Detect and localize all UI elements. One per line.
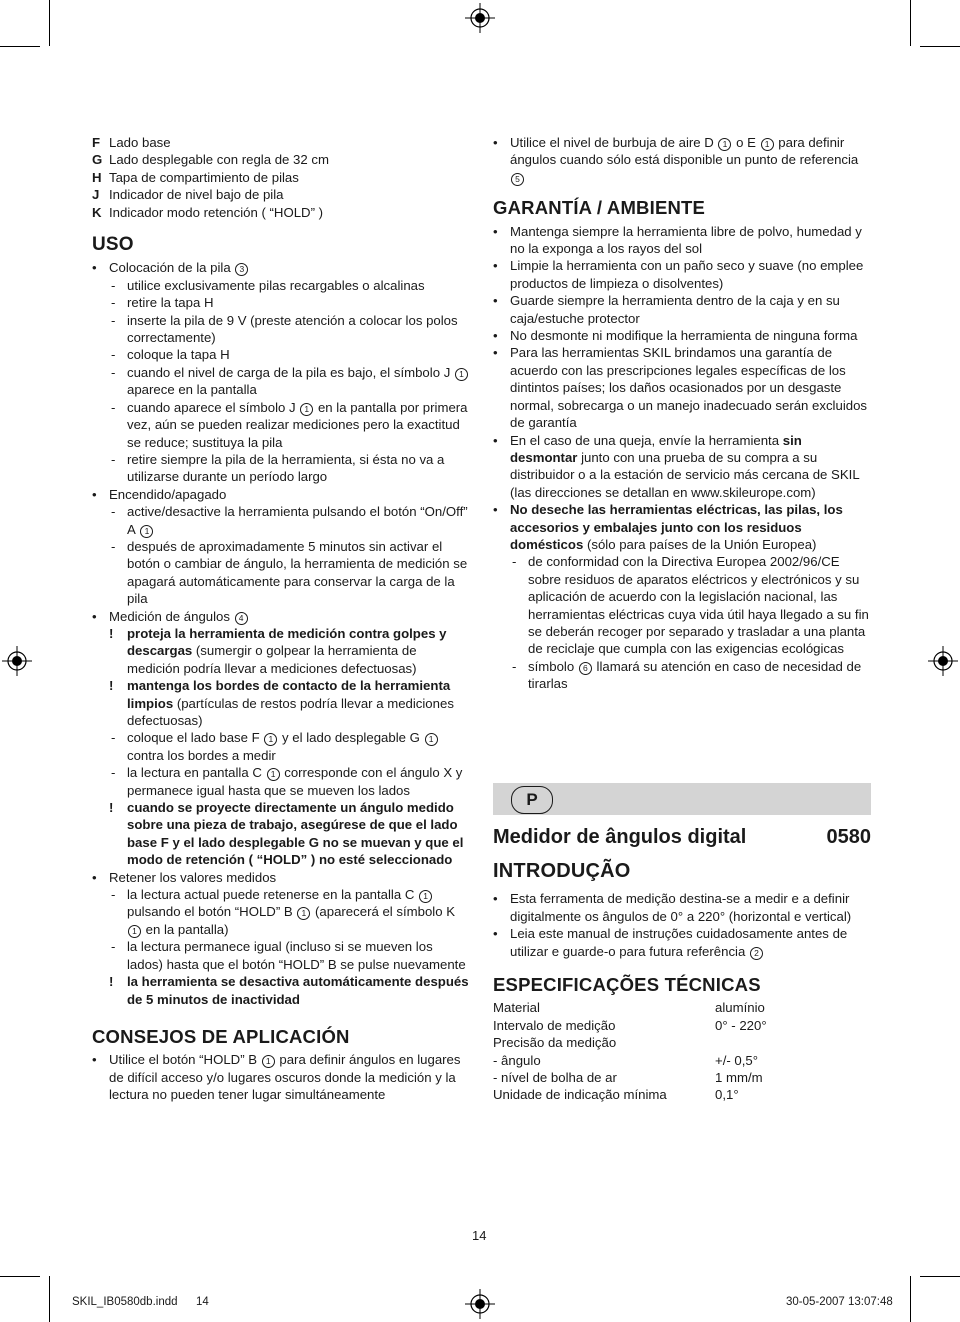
right-column: [493, 134, 871, 693]
crop-mark: [0, 1276, 40, 1277]
crop-mark: [49, 1276, 50, 1322]
bullet-item: • Limpie la herramienta con un paño seco y suave (no emplee productos de limpieza o disolventes): [493, 257, 871, 292]
parts-list-item: F Lado base: [92, 135, 171, 150]
bullet-item: • Para las herramientas SKIL brindamos una garantía de acuerdo con las prescripciones legales específicas de los dintintos países; los daños ocasionados por un desgaste normal, sobrecarga o un manejo inadecuado serán excluidos de garantía: [493, 344, 871, 431]
parts-list-item: J Indicador de nivel bajo de pila: [92, 187, 284, 203]
circled-number: 1: [455, 368, 468, 381]
section-heading-uso: USO: [92, 234, 134, 256]
parts-list-item: H Tapa de compartimiento de pilas: [92, 169, 299, 185]
crop-mark: [920, 46, 960, 47]
table-row: Intervalo de medição 0° - 220°: [493, 1017, 767, 1033]
dash-item: - coloque la tapa H: [92, 346, 472, 363]
right-column-lower: [493, 857, 871, 1104]
crop-mark: [910, 1276, 911, 1322]
circled-number: 1: [718, 138, 731, 151]
warning-item: ! cuando se proyecte directamente un ángulo medido sobre una pieza de trabajo, asegúrese de que el lado base F y el lado desplegable G no se muevan y que el modo de retención ( “HOLD” ) no esté seleccionado: [92, 799, 472, 869]
section-heading-introducao: INTRODUÇÃO: [493, 860, 631, 882]
warning-item: ! proteja la herramienta de medición contra golpes y descargas (sumergir o golpear la herramienta de medición podría llevar a mediciones defectuosas): [92, 625, 472, 677]
product-title-row: [493, 826, 871, 849]
circled-number: 2: [750, 947, 763, 960]
crop-mark: [49, 0, 50, 46]
footer-datetime: 30-05-2007 13:07:48: [786, 1296, 893, 1308]
registration-mark-icon: [2, 646, 32, 676]
circled-number: 6: [579, 662, 592, 675]
language-letter: P: [511, 786, 553, 814]
page-number: 14: [472, 1228, 487, 1243]
circled-number: 3: [235, 263, 248, 276]
crop-mark: [920, 1276, 960, 1277]
table-row: - ângulo +/- 0,5°: [493, 1052, 759, 1068]
bullet-item: • No desmonte ni modifique la herramienta de ninguna forma: [493, 327, 871, 344]
product-code: 0580: [826, 826, 871, 848]
circled-number: 1: [262, 1055, 275, 1068]
dash-item: - cuando el nivel de carga de la pila es bajo, el símbolo J 1 aparece en la pantalla: [92, 364, 472, 399]
bullet-item: • En el caso de una queja, envíe la herramienta sin desmontar junto con una prueba de su compra a su distribuidor o a la estación de servicio más cercana de SKIL (las direcciones se detallan en www.skileurope.com): [493, 432, 871, 502]
circled-number: 1: [297, 907, 310, 920]
registration-mark-icon: [928, 646, 958, 676]
dash-item: - cuando aparece el símbolo J 1 en la pantalla por primera vez, aún se pueden realizar mediciones pero la exactitud se reduce; sustituya la pila: [92, 399, 472, 451]
circled-number: 1: [425, 733, 438, 746]
circled-number: 1: [419, 890, 432, 903]
dash-item: - retire la tapa H: [92, 294, 472, 311]
dash-item: - de conformidad con la Directiva Europea 2002/96/CE sobre residuos de aparatos eléctricos y electrónicos y su aplicación de acuerdo con la legislación nacional, las herramientas eléctricas cuya vida útil haya llegado a su fin se deberán recoger por separado y trasladar a una planta de reciclaje que cumpla con las exigencias ecológicas: [493, 553, 871, 657]
circled-number: 1: [267, 768, 280, 781]
registration-mark-icon: [465, 1289, 495, 1319]
left-column: [92, 134, 472, 1104]
dash-item: - coloque el lado base F 1 y el lado desplegable G 1 contra los bordes a medir: [92, 729, 472, 764]
parts-list: [92, 134, 472, 221]
bullet-item: • Encendido/apagado: [92, 486, 472, 503]
table-row: Unidade de indicação mínima 0,1°: [493, 1087, 739, 1103]
dash-item: - active/desactive la herramienta pulsando el botón “On/Off” A 1: [92, 503, 472, 538]
crop-mark: [910, 0, 911, 46]
section-heading-especificacoes: ESPECIFICAÇÕES TÉCNICAS: [493, 974, 761, 996]
crop-mark: [0, 46, 40, 47]
bullet-item: • Esta ferramenta de medição destina-se a medir e a definir digitalmente os ângulos de 0° a 220° (horizontal e vertical): [493, 890, 871, 925]
circled-number: 1: [128, 925, 141, 938]
dash-item: - la lectura en pantalla C 1 corresponde con el ángulo X y permanece igual hasta que se mueven los lados: [92, 764, 472, 799]
registration-mark-icon: [465, 3, 495, 33]
circled-number: 4: [235, 612, 248, 625]
bullet-item: • Mantenga siempre la herramienta libre de polvo, humedad y no la exponga a los rayos del sol: [493, 223, 871, 258]
bullet-item: • Leia este manual de instruções cuidadosamente antes de utilizar e guarde-o para futura referência 2: [493, 925, 871, 960]
dash-item: - retire siempre la pila de la herramienta, si ésta no va a utilizarse durante un período largo: [92, 451, 472, 486]
specs-table: [493, 999, 871, 1103]
table-row: - nível de bolha de ar 1 mm/m: [493, 1070, 763, 1086]
language-band: [493, 783, 871, 815]
bullet-item: • Utilice el nivel de burbuja de aire D 1 o E 1 para definir ángulos cuando sólo está disponible un punto de referencia 5: [493, 134, 871, 186]
parts-list-item: G Lado desplegable con regla de 32 cm: [92, 152, 329, 168]
circled-number: 5: [511, 173, 524, 186]
circled-number: 1: [761, 138, 774, 151]
bullet-item: • Medición de ángulos 4: [92, 608, 472, 625]
dash-item: - utilice exclusivamente pilas recargables o alcalinas: [92, 277, 472, 294]
dash-item: - inserte la pila de 9 V (preste atención a colocar los polos correctamente): [92, 312, 472, 347]
bullet-item: • Retener los valores medidos: [92, 869, 472, 886]
bullet-item: • No deseche las herramientas eléctricas, las pilas, los accesorios y embalajes junto con los residuos domésticos (sólo para países de la Unión Europea): [493, 501, 871, 553]
circled-number: 1: [264, 733, 277, 746]
parts-list-item: K Indicador modo retención ( “HOLD” ): [92, 204, 324, 220]
dash-item: - símbolo 6 llamará su atención en caso de necesidad de tirarlas: [493, 658, 871, 693]
section-heading-consejos: CONSEJOS DE APLICACIÓN: [92, 1025, 350, 1047]
circled-number: 1: [140, 525, 153, 538]
bullet-item: • Colocación de la pila 3: [92, 259, 472, 276]
warning-item: ! la herramienta se desactiva automáticamente después de 5 minutos de inactividad: [92, 973, 472, 1008]
dash-item: - la lectura permanece igual (incluso si se mueven los lados) hasta que el botón “HOLD” B se pulse nuevamente: [92, 938, 472, 973]
dash-item: - después de aproximadamente 5 minutos sin activar el botón o cambiar de ángulo, la herramienta de medición se apagará automáticamente para conservar la carga de la pila: [92, 538, 472, 608]
bullet-item: • Utilice el botón “HOLD” B 1 para definir ángulos en lugares de difícil acceso y/o lugares oscuros donde la medición y la lectura no pueden tener lugar simultáneamente: [92, 1051, 472, 1103]
bullet-item: • Guarde siempre la herramienta dentro de la caja y en su caja/estuche protector: [493, 292, 871, 327]
footer-file: SKIL_IB0580db.indd: [72, 1296, 178, 1308]
table-row: Precisão da medição: [493, 1035, 617, 1051]
section-heading-garantia: GARANTÍA / AMBIENTE: [493, 197, 706, 219]
dash-item: - la lectura actual puede retenerse en la pantalla C 1 pulsando el botón “HOLD” B 1 (aparecerá el símbolo K 1 en la pantalla): [92, 886, 472, 938]
table-row: Material alumínio: [493, 1000, 765, 1016]
product-title: Medidor de ângulos digital: [493, 826, 747, 848]
warning-item: ! mantenga los bordes de contacto de la herramienta limpios (partículas de restos podría llevar a mediciones defectuosas): [92, 677, 472, 729]
circled-number: 1: [300, 403, 313, 416]
footer-page: 14: [196, 1296, 209, 1308]
